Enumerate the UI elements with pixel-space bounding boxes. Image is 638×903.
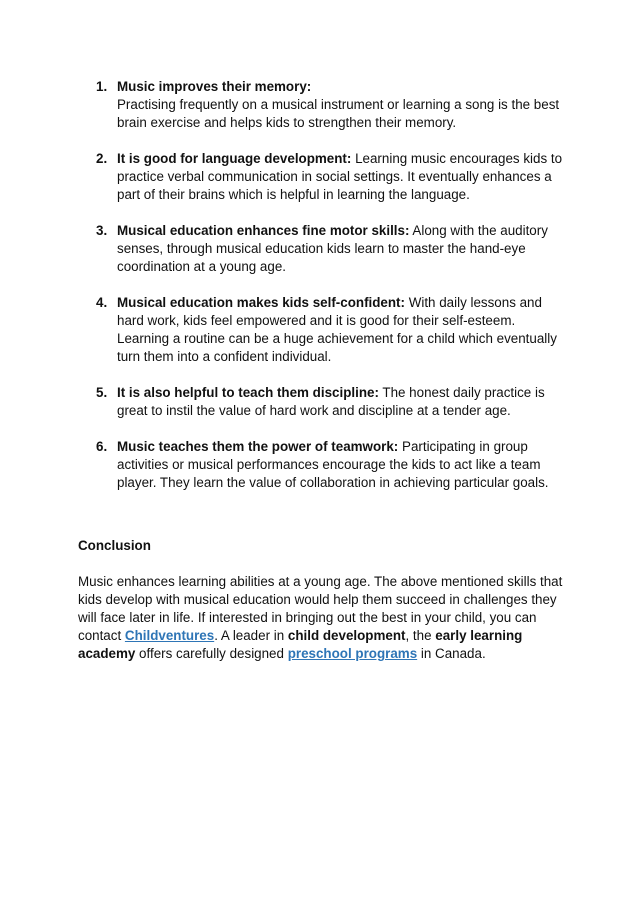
conclusion-heading: Conclusion (78, 538, 151, 553)
conclusion-text: offers carefully designed (135, 646, 288, 661)
list-item (96, 384, 566, 420)
list-item-title: Musical education enhances fine motor skills: (117, 223, 410, 238)
conclusion-text: . A leader in (214, 628, 288, 643)
child-development-keyword: child development (287, 628, 406, 643)
benefits-list (96, 78, 566, 510)
list-item-number: 2. (96, 151, 108, 166)
list-item-number: 3. (96, 223, 108, 238)
list-item (96, 222, 566, 276)
list-item (96, 150, 566, 204)
list-item (96, 438, 566, 492)
conclusion-text: Music enhances learning abilities at a young age. The above mentioned skills that kids develop with musical education would help them succeed in challenges they will face later in life. If interested in bringing out the best in your child, you can contact (78, 574, 563, 643)
list-item-title: It is also helpful to teach them discipline: (117, 385, 379, 400)
list-item-text: Along with the auditory senses, through musical education kids learn to master the hand-eye coordination at a young age. (117, 223, 548, 274)
list-item-number: 6. (96, 439, 108, 454)
list-item-number: 1. (96, 79, 108, 94)
list-item (96, 294, 566, 366)
childventures-link[interactable]: Childventures (124, 628, 215, 643)
list-item-text: Practising frequently on a musical instrument or learning a song is the best brain exercise and helps kids to strengthen their memory. (117, 97, 560, 130)
list-item-title: It is good for language development: (117, 151, 352, 166)
list-item-text: The honest daily practice is great to instil the value of hard work and discipline at a tender age. (117, 385, 545, 418)
list-item-text: Participating in group activities or musical performances encourage the kids to act like a team player. They learn the value of collaboration in achieving particular goals. (117, 439, 549, 490)
conclusion-text: in Canada. (417, 646, 486, 661)
preschool-programs-link[interactable]: preschool programs (287, 646, 418, 661)
list-item-title: Musical education makes kids self-confident: (117, 295, 405, 310)
early-learning-academy-keyword: early learning academy (78, 628, 523, 661)
conclusion-paragraph (78, 573, 568, 663)
list-item-text: Learning music encourages kids to practice verbal communication in social settings. It eventually enhances a part of their brains which is helpful in learning the language. (117, 151, 563, 202)
list-item-title: Music teaches them the power of teamwork: (117, 439, 399, 454)
conclusion-text: , the (405, 628, 436, 643)
list-item-title: Music improves their memory: (117, 79, 312, 94)
list-item (96, 78, 566, 132)
list-item-text: With daily lessons and hard work, kids feel empowered and it is good for their self-esteem. Learning a routine can be a huge achievement for a child which eventually turn them into a confident individual. (117, 295, 557, 364)
list-item-number: 5. (96, 385, 108, 400)
list-item-number: 4. (96, 295, 108, 310)
